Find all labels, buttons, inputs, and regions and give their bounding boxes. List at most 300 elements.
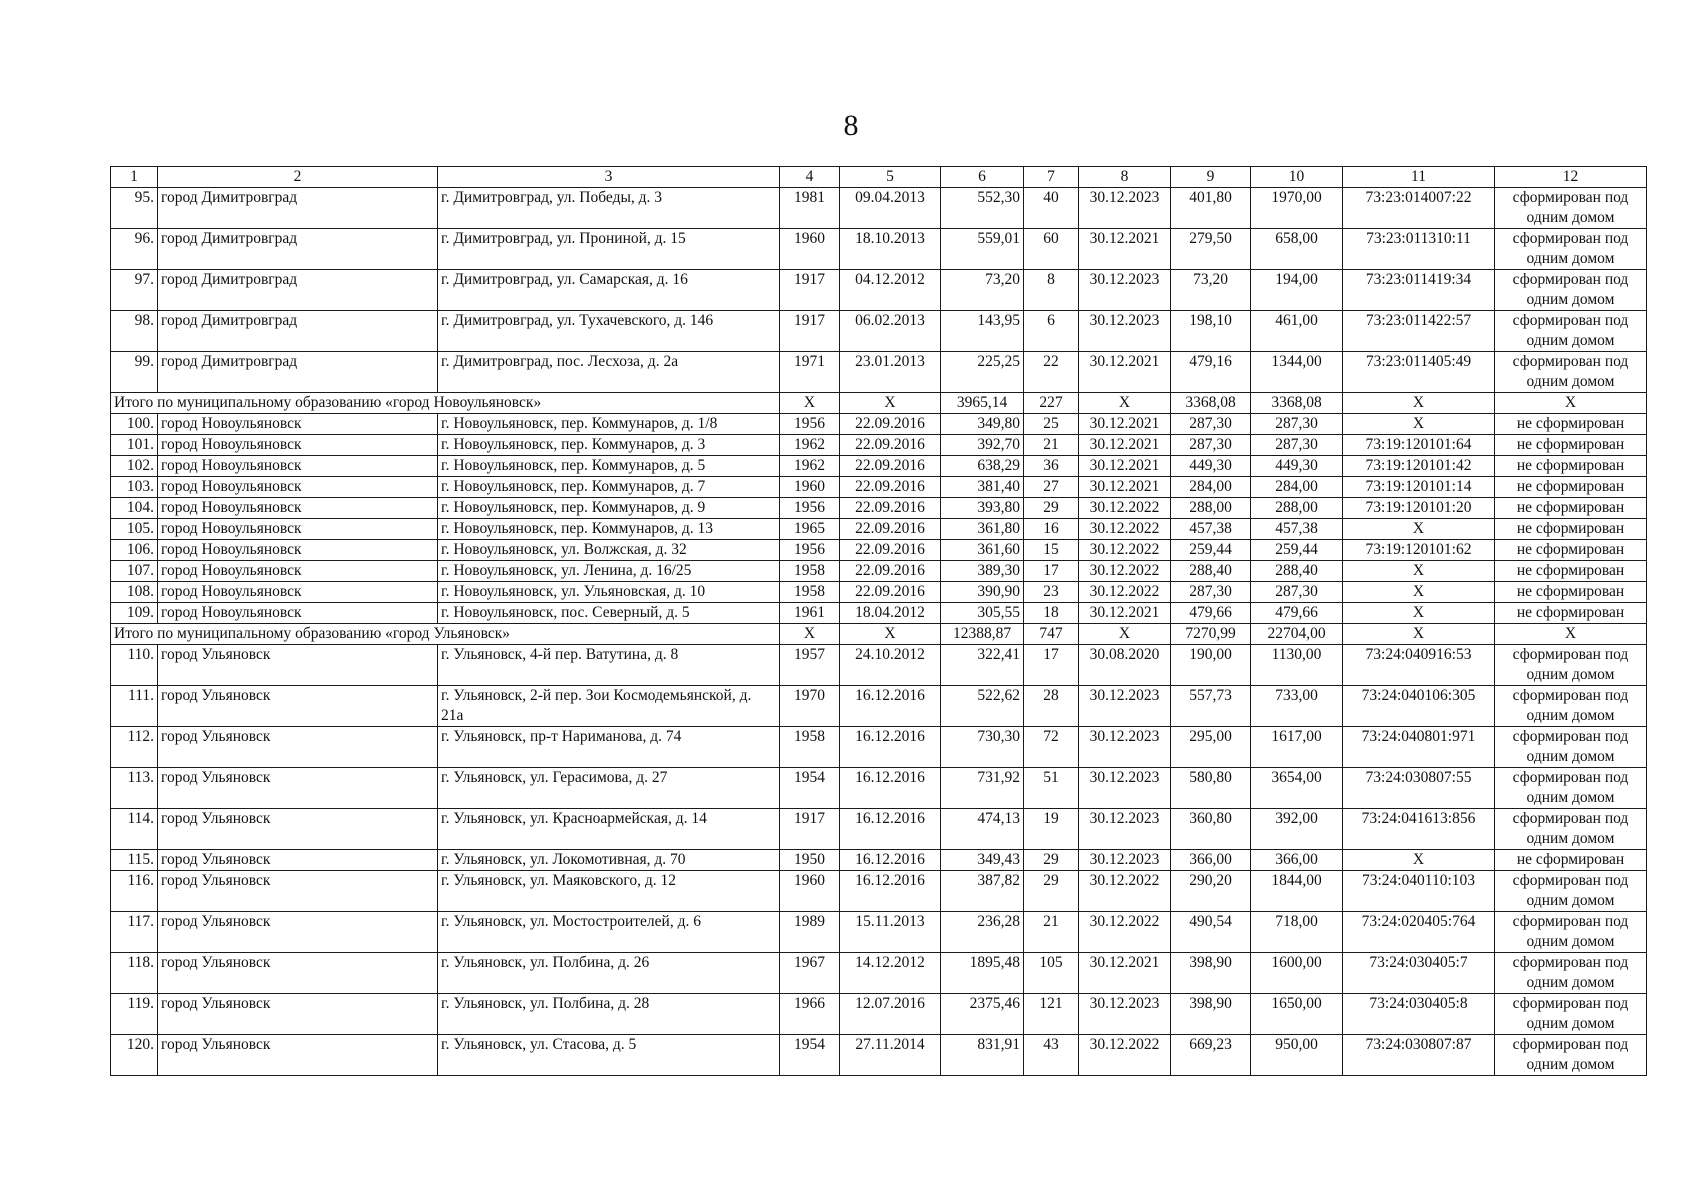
land-area-planned-cell: 398,90 (1171, 994, 1251, 1035)
relocation-deadline-cell: 30.12.2022 (1079, 519, 1171, 540)
area-cell: 559,01 (941, 229, 1024, 270)
row-number-cell: 113. (111, 768, 158, 809)
relocation-deadline-cell: 30.12.2021 (1079, 352, 1171, 393)
table-row (111, 686, 1647, 727)
build-year-cell: 1971 (780, 352, 840, 393)
area-cell: 522,62 (941, 686, 1024, 727)
survey-date-cell: 04.12.2012 (840, 270, 941, 311)
land-status-cell: сформирован под одним домом (1495, 953, 1647, 994)
survey-date-cell: 12.07.2016 (840, 994, 941, 1035)
row-number-cell: 104. (111, 498, 158, 519)
area-cell: 474,13 (941, 809, 1024, 850)
residents-cell: 72 (1024, 727, 1079, 768)
land-area-actual-cell: 449,30 (1251, 456, 1343, 477)
area-cell: 349,43 (941, 850, 1024, 871)
land-area-planned-cell: 580,80 (1171, 768, 1251, 809)
relocation-deadline-cell: 30.12.2022 (1079, 871, 1171, 912)
municipality-cell: город Ульяновск (158, 912, 438, 953)
address-cell: г. Димитровград, пос. Лесхоза, д. 2а (438, 352, 780, 393)
relocation-deadline-cell: 30.12.2023 (1079, 270, 1171, 311)
build-year-cell: 1956 (780, 498, 840, 519)
cadastral-number-cell: 73:24:020405:764 (1343, 912, 1495, 953)
residents-cell: 51 (1024, 768, 1079, 809)
land-status-cell: не сформирован (1495, 456, 1647, 477)
survey-date-cell: 22.09.2016 (840, 540, 941, 561)
land-status-cell: сформирован под одним домом (1495, 768, 1647, 809)
column-number: 5 (840, 167, 941, 188)
survey-date-cell: 22.09.2016 (840, 519, 941, 540)
row-number-cell: 98. (111, 311, 158, 352)
subtotal-residents: 747 (1024, 624, 1079, 645)
survey-date-cell: 16.12.2016 (840, 727, 941, 768)
table-row (111, 727, 1647, 768)
land-area-planned-cell: 287,30 (1171, 414, 1251, 435)
municipality-cell: город Ульяновск (158, 994, 438, 1035)
land-area-planned-cell: 287,30 (1171, 582, 1251, 603)
municipality-cell: город Ульяновск (158, 871, 438, 912)
subtotal-cadastral-number: X (1343, 393, 1495, 414)
row-number-cell: 120. (111, 1035, 158, 1076)
column-number: 10 (1251, 167, 1343, 188)
cadastral-number-cell: 73:24:040106:305 (1343, 686, 1495, 727)
address-cell: г. Ульяновск, ул. Полбина, д. 26 (438, 953, 780, 994)
land-area-actual-cell: 1130,00 (1251, 645, 1343, 686)
build-year-cell: 1989 (780, 912, 840, 953)
row-number-cell: 106. (111, 540, 158, 561)
municipality-cell: город Ульяновск (158, 686, 438, 727)
cadastral-number-cell: 73:24:040801:971 (1343, 727, 1495, 768)
row-number-cell: 102. (111, 456, 158, 477)
address-cell: г. Ульяновск, ул. Герасимова, д. 27 (438, 768, 780, 809)
area-cell: 322,41 (941, 645, 1024, 686)
municipality-cell: город Новоульяновск (158, 540, 438, 561)
relocation-deadline-cell: 30.12.2023 (1079, 809, 1171, 850)
table-row (111, 582, 1647, 603)
build-year-cell: 1950 (780, 850, 840, 871)
cadastral-number-cell: 73:19:120101:62 (1343, 540, 1495, 561)
address-cell: г. Новоульяновск, пер. Коммунаров, д. 13 (438, 519, 780, 540)
survey-date-cell: 09.04.2013 (840, 188, 941, 229)
cadastral-number-cell: 73:24:040110:103 (1343, 871, 1495, 912)
table-row (111, 519, 1647, 540)
table-row (111, 477, 1647, 498)
land-status-cell: не сформирован (1495, 540, 1647, 561)
municipality-cell: город Ульяновск (158, 727, 438, 768)
subtotal-build-year: X (780, 624, 840, 645)
land-area-actual-cell: 287,30 (1251, 435, 1343, 456)
address-cell: г. Ульяновск, ул. Локомотивная, д. 70 (438, 850, 780, 871)
cadastral-number-cell: X (1343, 582, 1495, 603)
build-year-cell: 1960 (780, 477, 840, 498)
residents-cell: 43 (1024, 1035, 1079, 1076)
survey-date-cell: 18.04.2012 (840, 603, 941, 624)
subtotal-relocation-deadline: X (1079, 624, 1171, 645)
address-cell: г. Новоульяновск, пер. Коммунаров, д. 7 (438, 477, 780, 498)
municipality-cell: город Ульяновск (158, 645, 438, 686)
address-cell: г. Новоульяновск, ул. Ульяновская, д. 10 (438, 582, 780, 603)
municipality-cell: город Ульяновск (158, 1035, 438, 1076)
land-area-planned-cell: 279,50 (1171, 229, 1251, 270)
area-cell: 305,55 (941, 603, 1024, 624)
relocation-deadline-cell: 30.12.2023 (1079, 686, 1171, 727)
address-cell: г. Димитровград, ул. Тухачевского, д. 146 (438, 311, 780, 352)
build-year-cell: 1956 (780, 414, 840, 435)
build-year-cell: 1958 (780, 561, 840, 582)
relocation-deadline-cell: 30.12.2021 (1079, 414, 1171, 435)
survey-date-cell: 24.10.2012 (840, 645, 941, 686)
land-area-actual-cell: 479,66 (1251, 603, 1343, 624)
address-cell: г. Димитровград, ул. Прониной, д. 15 (438, 229, 780, 270)
cadastral-number-cell: 73:23:011405:49 (1343, 352, 1495, 393)
land-status-cell: не сформирован (1495, 582, 1647, 603)
column-number: 8 (1079, 167, 1171, 188)
build-year-cell: 1954 (780, 1035, 840, 1076)
table-row (111, 561, 1647, 582)
survey-date-cell: 22.09.2016 (840, 477, 941, 498)
area-cell: 2375,46 (941, 994, 1024, 1035)
land-area-planned-cell: 288,00 (1171, 498, 1251, 519)
survey-date-cell: 22.09.2016 (840, 582, 941, 603)
build-year-cell: 1958 (780, 582, 840, 603)
land-area-planned-cell: 457,38 (1171, 519, 1251, 540)
build-year-cell: 1965 (780, 519, 840, 540)
land-area-actual-cell: 733,00 (1251, 686, 1343, 727)
address-cell: г. Ульяновск, ул. Маяковского, д. 12 (438, 871, 780, 912)
residents-cell: 16 (1024, 519, 1079, 540)
row-number-cell: 100. (111, 414, 158, 435)
land-status-cell: сформирован под одним домом (1495, 645, 1647, 686)
relocation-deadline-cell: 30.12.2021 (1079, 229, 1171, 270)
address-cell: г. Ульяновск, 2-й пер. Зои Космодемьянской, д. 21а (438, 686, 780, 727)
subtotal-land-area-actual: 3368,08 (1251, 393, 1343, 414)
address-cell: г. Новоульяновск, пер. Коммунаров, д. 1/8 (438, 414, 780, 435)
area-cell: 552,30 (941, 188, 1024, 229)
row-number-cell: 116. (111, 871, 158, 912)
table-row (111, 188, 1647, 229)
area-cell: 731,92 (941, 768, 1024, 809)
land-status-cell: не сформирован (1495, 519, 1647, 540)
subtotal-area: 12388,87 (941, 624, 1024, 645)
land-status-cell: не сформирован (1495, 561, 1647, 582)
area-cell: 390,90 (941, 582, 1024, 603)
land-area-actual-cell: 287,30 (1251, 414, 1343, 435)
cadastral-number-cell: 73:19:120101:14 (1343, 477, 1495, 498)
land-area-actual-cell: 1344,00 (1251, 352, 1343, 393)
cadastral-number-cell: 73:24:030807:87 (1343, 1035, 1495, 1076)
table-row (111, 645, 1647, 686)
cadastral-number-cell: 73:23:011419:34 (1343, 270, 1495, 311)
land-status-cell: сформирован под одним домом (1495, 994, 1647, 1035)
build-year-cell: 1962 (780, 435, 840, 456)
survey-date-cell: 16.12.2016 (840, 850, 941, 871)
municipality-cell: город Новоульяновск (158, 561, 438, 582)
area-cell: 392,70 (941, 435, 1024, 456)
relocation-deadline-cell: 30.12.2022 (1079, 540, 1171, 561)
area-cell: 381,40 (941, 477, 1024, 498)
row-number-cell: 96. (111, 229, 158, 270)
column-number: 4 (780, 167, 840, 188)
land-area-planned-cell: 479,66 (1171, 603, 1251, 624)
cadastral-number-cell: 73:24:040916:53 (1343, 645, 1495, 686)
area-cell: 1895,48 (941, 953, 1024, 994)
survey-date-cell: 27.11.2014 (840, 1035, 941, 1076)
residents-cell: 19 (1024, 809, 1079, 850)
address-cell: г. Ульяновск, пр-т Нариманова, д. 74 (438, 727, 780, 768)
table-row (111, 768, 1647, 809)
relocation-deadline-cell: 30.12.2022 (1079, 912, 1171, 953)
survey-date-cell: 15.11.2013 (840, 912, 941, 953)
cadastral-number-cell: X (1343, 519, 1495, 540)
build-year-cell: 1917 (780, 311, 840, 352)
build-year-cell: 1957 (780, 645, 840, 686)
row-number-cell: 114. (111, 809, 158, 850)
build-year-cell: 1954 (780, 768, 840, 809)
relocation-deadline-cell: 30.12.2022 (1079, 498, 1171, 519)
column-number-row (111, 167, 1647, 188)
area-cell: 143,95 (941, 311, 1024, 352)
survey-date-cell: 22.09.2016 (840, 435, 941, 456)
subtotal-survey-date: X (840, 624, 941, 645)
residents-cell: 29 (1024, 498, 1079, 519)
land-area-planned-cell: 449,30 (1171, 456, 1251, 477)
survey-date-cell: 16.12.2016 (840, 809, 941, 850)
housing-register-table (110, 166, 1647, 1076)
municipality-cell: город Новоульяновск (158, 498, 438, 519)
land-area-actual-cell: 950,00 (1251, 1035, 1343, 1076)
row-number-cell: 105. (111, 519, 158, 540)
row-number-cell: 118. (111, 953, 158, 994)
row-number-cell: 101. (111, 435, 158, 456)
land-status-cell: сформирован под одним домом (1495, 1035, 1647, 1076)
land-area-planned-cell: 557,73 (1171, 686, 1251, 727)
subtotal-row (111, 624, 1647, 645)
address-cell: г. Ульяновск, ул. Стасова, д. 5 (438, 1035, 780, 1076)
land-area-actual-cell: 284,00 (1251, 477, 1343, 498)
land-area-actual-cell: 1844,00 (1251, 871, 1343, 912)
survey-date-cell: 22.09.2016 (840, 456, 941, 477)
column-number: 2 (158, 167, 438, 188)
subtotal-land-area-actual: 22704,00 (1251, 624, 1343, 645)
relocation-deadline-cell: 30.12.2021 (1079, 603, 1171, 624)
residents-cell: 121 (1024, 994, 1079, 1035)
land-status-cell: сформирован под одним домом (1495, 727, 1647, 768)
address-cell: г. Ульяновск, ул. Красноармейская, д. 14 (438, 809, 780, 850)
survey-date-cell: 16.12.2016 (840, 871, 941, 912)
land-area-actual-cell: 288,00 (1251, 498, 1343, 519)
relocation-deadline-cell: 30.12.2021 (1079, 477, 1171, 498)
table-row (111, 994, 1647, 1035)
land-area-actual-cell: 3654,00 (1251, 768, 1343, 809)
table-row (111, 435, 1647, 456)
column-number: 9 (1171, 167, 1251, 188)
land-status-cell: не сформирован (1495, 603, 1647, 624)
subtotal-label: Итого по муниципальному образованию «город Новоульяновск» (111, 393, 780, 414)
table-row (111, 871, 1647, 912)
table-row (111, 311, 1647, 352)
column-number: 12 (1495, 167, 1647, 188)
area-cell: 361,80 (941, 519, 1024, 540)
municipality-cell: город Ульяновск (158, 768, 438, 809)
municipality-cell: город Новоульяновск (158, 582, 438, 603)
subtotal-land-area-planned: 7270,99 (1171, 624, 1251, 645)
area-cell: 236,28 (941, 912, 1024, 953)
land-area-actual-cell: 457,38 (1251, 519, 1343, 540)
build-year-cell: 1981 (780, 188, 840, 229)
cadastral-number-cell: X (1343, 850, 1495, 871)
land-area-actual-cell: 461,00 (1251, 311, 1343, 352)
column-number: 3 (438, 167, 780, 188)
row-number-cell: 99. (111, 352, 158, 393)
column-number: 1 (111, 167, 158, 188)
cadastral-number-cell: 73:24:030405:8 (1343, 994, 1495, 1035)
area-cell: 73,20 (941, 270, 1024, 311)
land-status-cell: не сформирован (1495, 435, 1647, 456)
subtotal-survey-date: X (840, 393, 941, 414)
build-year-cell: 1961 (780, 603, 840, 624)
residents-cell: 29 (1024, 850, 1079, 871)
residents-cell: 29 (1024, 871, 1079, 912)
residents-cell: 17 (1024, 645, 1079, 686)
relocation-deadline-cell: 30.12.2021 (1079, 435, 1171, 456)
land-area-planned-cell: 398,90 (1171, 953, 1251, 994)
municipality-cell: город Димитровград (158, 311, 438, 352)
address-cell: г. Новоульяновск, пос. Северный, д. 5 (438, 603, 780, 624)
land-status-cell: сформирован под одним домом (1495, 809, 1647, 850)
land-area-planned-cell: 290,20 (1171, 871, 1251, 912)
relocation-deadline-cell: 30.12.2023 (1079, 768, 1171, 809)
build-year-cell: 1966 (780, 994, 840, 1035)
land-area-actual-cell: 1617,00 (1251, 727, 1343, 768)
row-number-cell: 111. (111, 686, 158, 727)
land-area-planned-cell: 198,10 (1171, 311, 1251, 352)
row-number-cell: 110. (111, 645, 158, 686)
residents-cell: 25 (1024, 414, 1079, 435)
table-row (111, 603, 1647, 624)
land-area-planned-cell: 259,44 (1171, 540, 1251, 561)
land-area-planned-cell: 490,54 (1171, 912, 1251, 953)
survey-date-cell: 22.09.2016 (840, 561, 941, 582)
cadastral-number-cell: 73:23:014007:22 (1343, 188, 1495, 229)
cadastral-number-cell: 73:19:120101:20 (1343, 498, 1495, 519)
survey-date-cell: 23.01.2013 (840, 352, 941, 393)
build-year-cell: 1956 (780, 540, 840, 561)
area-cell: 730,30 (941, 727, 1024, 768)
build-year-cell: 1917 (780, 270, 840, 311)
area-cell: 638,29 (941, 456, 1024, 477)
residents-cell: 60 (1024, 229, 1079, 270)
cadastral-number-cell: 73:19:120101:42 (1343, 456, 1495, 477)
residents-cell: 6 (1024, 311, 1079, 352)
table-row (111, 912, 1647, 953)
land-area-actual-cell: 658,00 (1251, 229, 1343, 270)
cadastral-number-cell: X (1343, 561, 1495, 582)
land-area-actual-cell: 718,00 (1251, 912, 1343, 953)
municipality-cell: город Димитровград (158, 270, 438, 311)
land-status-cell: не сформирован (1495, 850, 1647, 871)
land-area-planned-cell: 73,20 (1171, 270, 1251, 311)
subtotal-row (111, 393, 1647, 414)
municipality-cell: город Новоульяновск (158, 414, 438, 435)
land-area-actual-cell: 287,30 (1251, 582, 1343, 603)
build-year-cell: 1967 (780, 953, 840, 994)
relocation-deadline-cell: 30.12.2022 (1079, 561, 1171, 582)
table-row (111, 953, 1647, 994)
residents-cell: 28 (1024, 686, 1079, 727)
area-cell: 393,80 (941, 498, 1024, 519)
land-status-cell: сформирован под одним домом (1495, 311, 1647, 352)
municipality-cell: город Новоульяновск (158, 477, 438, 498)
address-cell: г. Ульяновск, ул. Мостостроителей, д. 6 (438, 912, 780, 953)
row-number-cell: 115. (111, 850, 158, 871)
area-cell: 387,82 (941, 871, 1024, 912)
table-row (111, 1035, 1647, 1076)
land-status-cell: сформирован под одним домом (1495, 352, 1647, 393)
table-row (111, 456, 1647, 477)
land-area-actual-cell: 259,44 (1251, 540, 1343, 561)
address-cell: г. Ульяновск, 4-й пер. Ватутина, д. 8 (438, 645, 780, 686)
row-number-cell: 112. (111, 727, 158, 768)
municipality-cell: город Новоульяновск (158, 456, 438, 477)
residents-cell: 27 (1024, 477, 1079, 498)
address-cell: г. Новоульяновск, ул. Волжская, д. 32 (438, 540, 780, 561)
survey-date-cell: 22.09.2016 (840, 414, 941, 435)
page-number: 8 (843, 109, 859, 142)
residents-cell: 15 (1024, 540, 1079, 561)
survey-date-cell: 06.02.2013 (840, 311, 941, 352)
land-area-actual-cell: 194,00 (1251, 270, 1343, 311)
build-year-cell: 1962 (780, 456, 840, 477)
row-number-cell: 107. (111, 561, 158, 582)
table-row (111, 352, 1647, 393)
municipality-cell: город Ульяновск (158, 953, 438, 994)
area-cell: 831,91 (941, 1035, 1024, 1076)
row-number-cell: 119. (111, 994, 158, 1035)
land-status-cell: сформирован под одним домом (1495, 871, 1647, 912)
column-number: 7 (1024, 167, 1079, 188)
land-area-actual-cell: 1970,00 (1251, 188, 1343, 229)
relocation-deadline-cell: 30.12.2022 (1079, 1035, 1171, 1076)
cadastral-number-cell: X (1343, 414, 1495, 435)
land-status-cell: сформирован под одним домом (1495, 912, 1647, 953)
residents-cell: 8 (1024, 270, 1079, 311)
cadastral-number-cell: 73:24:030405:7 (1343, 953, 1495, 994)
survey-date-cell: 18.10.2013 (840, 229, 941, 270)
land-status-cell: сформирован под одним домом (1495, 686, 1647, 727)
row-number-cell: 97. (111, 270, 158, 311)
subtotal-land-status: X (1495, 624, 1647, 645)
land-area-planned-cell: 295,00 (1171, 727, 1251, 768)
relocation-deadline-cell: 30.12.2021 (1079, 953, 1171, 994)
residents-cell: 22 (1024, 352, 1079, 393)
subtotal-land-status: X (1495, 393, 1647, 414)
cadastral-number-cell: X (1343, 603, 1495, 624)
land-area-planned-cell: 479,16 (1171, 352, 1251, 393)
cadastral-number-cell: 73:23:011310:11 (1343, 229, 1495, 270)
residents-cell: 40 (1024, 188, 1079, 229)
survey-date-cell: 16.12.2016 (840, 686, 941, 727)
residents-cell: 23 (1024, 582, 1079, 603)
land-area-planned-cell: 288,40 (1171, 561, 1251, 582)
relocation-deadline-cell: 30.12.2023 (1079, 188, 1171, 229)
survey-date-cell: 22.09.2016 (840, 498, 941, 519)
table-row (111, 850, 1647, 871)
land-area-planned-cell: 366,00 (1171, 850, 1251, 871)
survey-date-cell: 16.12.2016 (840, 768, 941, 809)
row-number-cell: 103. (111, 477, 158, 498)
land-area-actual-cell: 1600,00 (1251, 953, 1343, 994)
table-row (111, 809, 1647, 850)
relocation-deadline-cell: 30.12.2023 (1079, 311, 1171, 352)
